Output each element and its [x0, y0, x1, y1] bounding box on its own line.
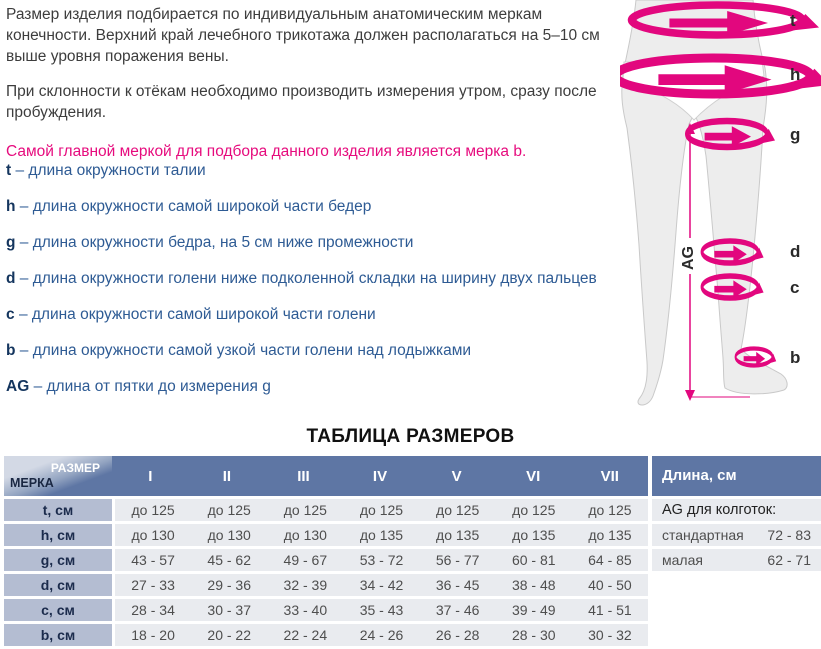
column-header: V [451, 467, 462, 485]
table-cell: 28 - 34 [131, 602, 175, 618]
table-cell: до 130 [131, 527, 175, 543]
diagram-label-c: c [790, 278, 800, 297]
length-row-label: малая [662, 552, 703, 568]
table-row-g [4, 549, 648, 571]
table-cell: 24 - 26 [359, 627, 404, 643]
column-header: I [148, 467, 153, 485]
corner-label-size: РАЗМЕР [50, 461, 100, 475]
definition-t [6, 160, 646, 181]
table-cell: 38 - 48 [511, 577, 556, 593]
size-table-header [4, 456, 648, 496]
column-header: IV [372, 467, 388, 485]
table-cell: 20 - 22 [207, 627, 251, 643]
table-cell: 35 - 43 [359, 602, 404, 618]
row-label: c, см [4, 599, 112, 621]
definition-key: AG [6, 378, 30, 395]
definition-h [6, 196, 646, 217]
column-header: II [222, 467, 232, 485]
ag-line-label: AG [680, 246, 697, 270]
table-cell: 18 - 20 [131, 627, 175, 643]
definition-separator: – [33, 378, 43, 395]
table-row-h [4, 524, 648, 546]
definition-key: h [6, 198, 16, 215]
table-cell: 29 - 36 [207, 577, 251, 593]
length-row-small [652, 549, 821, 571]
table-cell: до 135 [436, 527, 480, 543]
length-row-label: стандартная [662, 527, 744, 543]
length-panel [652, 456, 821, 571]
table-cell: до 125 [131, 502, 175, 518]
table-cell: 34 - 42 [359, 577, 404, 593]
measurement-definitions [6, 160, 646, 412]
intro-paragraph-2: При склонности к отёкам необходимо производить измерения утром, сразу после пробуждения. [6, 83, 597, 121]
row-cells [115, 549, 648, 571]
table-cell: до 125 [359, 502, 404, 518]
table-cell: 30 - 37 [207, 602, 251, 618]
table-row-b [4, 624, 648, 646]
corner-cell [4, 456, 112, 496]
definition-description: длина окружности бедра, на 5 см ниже промежности [32, 234, 414, 251]
table-cell: 37 - 46 [435, 602, 480, 618]
table-row-c [4, 599, 648, 621]
column-header: VI [526, 467, 541, 485]
definition-description: длина окружности самой узкой части голени над лодыжками [32, 342, 472, 359]
row-cells [115, 524, 648, 546]
size-table-title: ТАБЛИЦА РАЗМЕРОВ [306, 426, 515, 447]
row-label: t, см [4, 499, 112, 521]
table-cell: 36 - 45 [435, 577, 480, 593]
row-label: d, см [4, 574, 112, 596]
definition-b [6, 340, 646, 361]
definition-separator: – [19, 270, 29, 287]
diagram-label-b: b [790, 348, 801, 367]
table-cell: 43 - 57 [131, 552, 175, 568]
row-cells [115, 574, 648, 596]
table-cell: до 130 [207, 527, 251, 543]
column-header: VII [600, 467, 619, 485]
definition-key: t [6, 162, 12, 179]
length-row-value: 72 - 83 [767, 527, 811, 543]
definition-separator: – [18, 306, 28, 323]
table-cell: 40 - 50 [588, 577, 632, 593]
table-cell: до 125 [588, 502, 632, 518]
length-panel-subtitle: AG для колготок: [652, 499, 821, 521]
table-cell: 64 - 85 [588, 552, 632, 568]
row-cells [115, 624, 648, 646]
column-header: III [297, 467, 310, 485]
intro-text [6, 4, 628, 162]
definition-description: длина окружности талии [28, 162, 206, 179]
table-row-t [4, 499, 648, 521]
length-row-standard [652, 524, 821, 546]
table-cell: 60 - 81 [511, 552, 556, 568]
definition-separator: – [19, 198, 29, 215]
diagram-label-t: t [790, 11, 796, 30]
table-cell: 39 - 49 [511, 602, 556, 618]
corner-label-measure: МЕРКА [10, 476, 54, 490]
definition-d [6, 268, 646, 289]
table-cell: до 125 [512, 502, 556, 518]
length-panel-header: Длина, см [652, 456, 821, 496]
definition-c [6, 304, 646, 325]
table-cell: 30 - 32 [588, 627, 632, 643]
row-cells [115, 499, 648, 521]
table-cell: 27 - 33 [131, 577, 175, 593]
table-cell: до 135 [588, 527, 632, 543]
definition-ag [6, 376, 646, 397]
definition-description: длина от пятки до измерения g [46, 378, 271, 395]
definition-key: d [6, 270, 16, 287]
table-cell: 28 - 30 [511, 627, 556, 643]
definition-description: длина окружности самой широкой части голени [31, 306, 376, 323]
intro-paragraph-1: Размер изделия подбирается по индивидуальным анатомическим меркам конечности. Верхний край лечебного трикотажа должен располагаться на 5–10 см выше уровня поражения вены. [6, 6, 600, 65]
diagram-label-g: g [790, 125, 801, 144]
definition-description: длина окружности самой широкой части бедер [32, 198, 372, 215]
table-cell: 53 - 72 [359, 552, 404, 568]
table-cell: до 130 [283, 527, 327, 543]
table-cell: до 125 [436, 502, 480, 518]
definition-separator: – [15, 162, 25, 179]
definition-g [6, 232, 646, 253]
table-cell: 45 - 62 [207, 552, 251, 568]
table-cell: до 135 [512, 527, 556, 543]
definition-description: длина окружности голени ниже подколенной складки на ширину двух пальцев [32, 270, 597, 287]
table-cell: 26 - 28 [435, 627, 480, 643]
table-cell: 49 - 67 [283, 552, 328, 568]
row-label: h, см [4, 524, 112, 546]
definition-key: b [6, 342, 16, 359]
diagram-label-d: d [790, 242, 801, 261]
row-cells [115, 599, 648, 621]
length-row-value: 62 - 71 [767, 552, 811, 568]
table-cell: 56 - 77 [435, 552, 480, 568]
row-label: b, см [4, 624, 112, 646]
table-cell: 33 - 40 [283, 602, 328, 618]
definition-key: g [6, 234, 16, 251]
table-cell: 41 - 51 [588, 602, 632, 618]
definition-separator: – [19, 342, 29, 359]
table-cell: 32 - 39 [283, 577, 328, 593]
size-table [4, 456, 648, 646]
table-cell: 22 - 24 [283, 627, 328, 643]
definition-key: c [6, 306, 15, 323]
size-columns [112, 456, 648, 496]
table-cell: до 125 [207, 502, 251, 518]
row-label: g, см [4, 549, 112, 571]
intro-highlight: Самой главной меркой для подбора данного изделия является мерка b. [6, 143, 527, 160]
table-cell: до 125 [283, 502, 327, 518]
definition-separator: – [19, 234, 29, 251]
table-cell: до 135 [359, 527, 404, 543]
diagram-label-h: h [790, 65, 801, 84]
legs-measurement-diagram [620, 0, 821, 430]
table-row-d [4, 574, 648, 596]
